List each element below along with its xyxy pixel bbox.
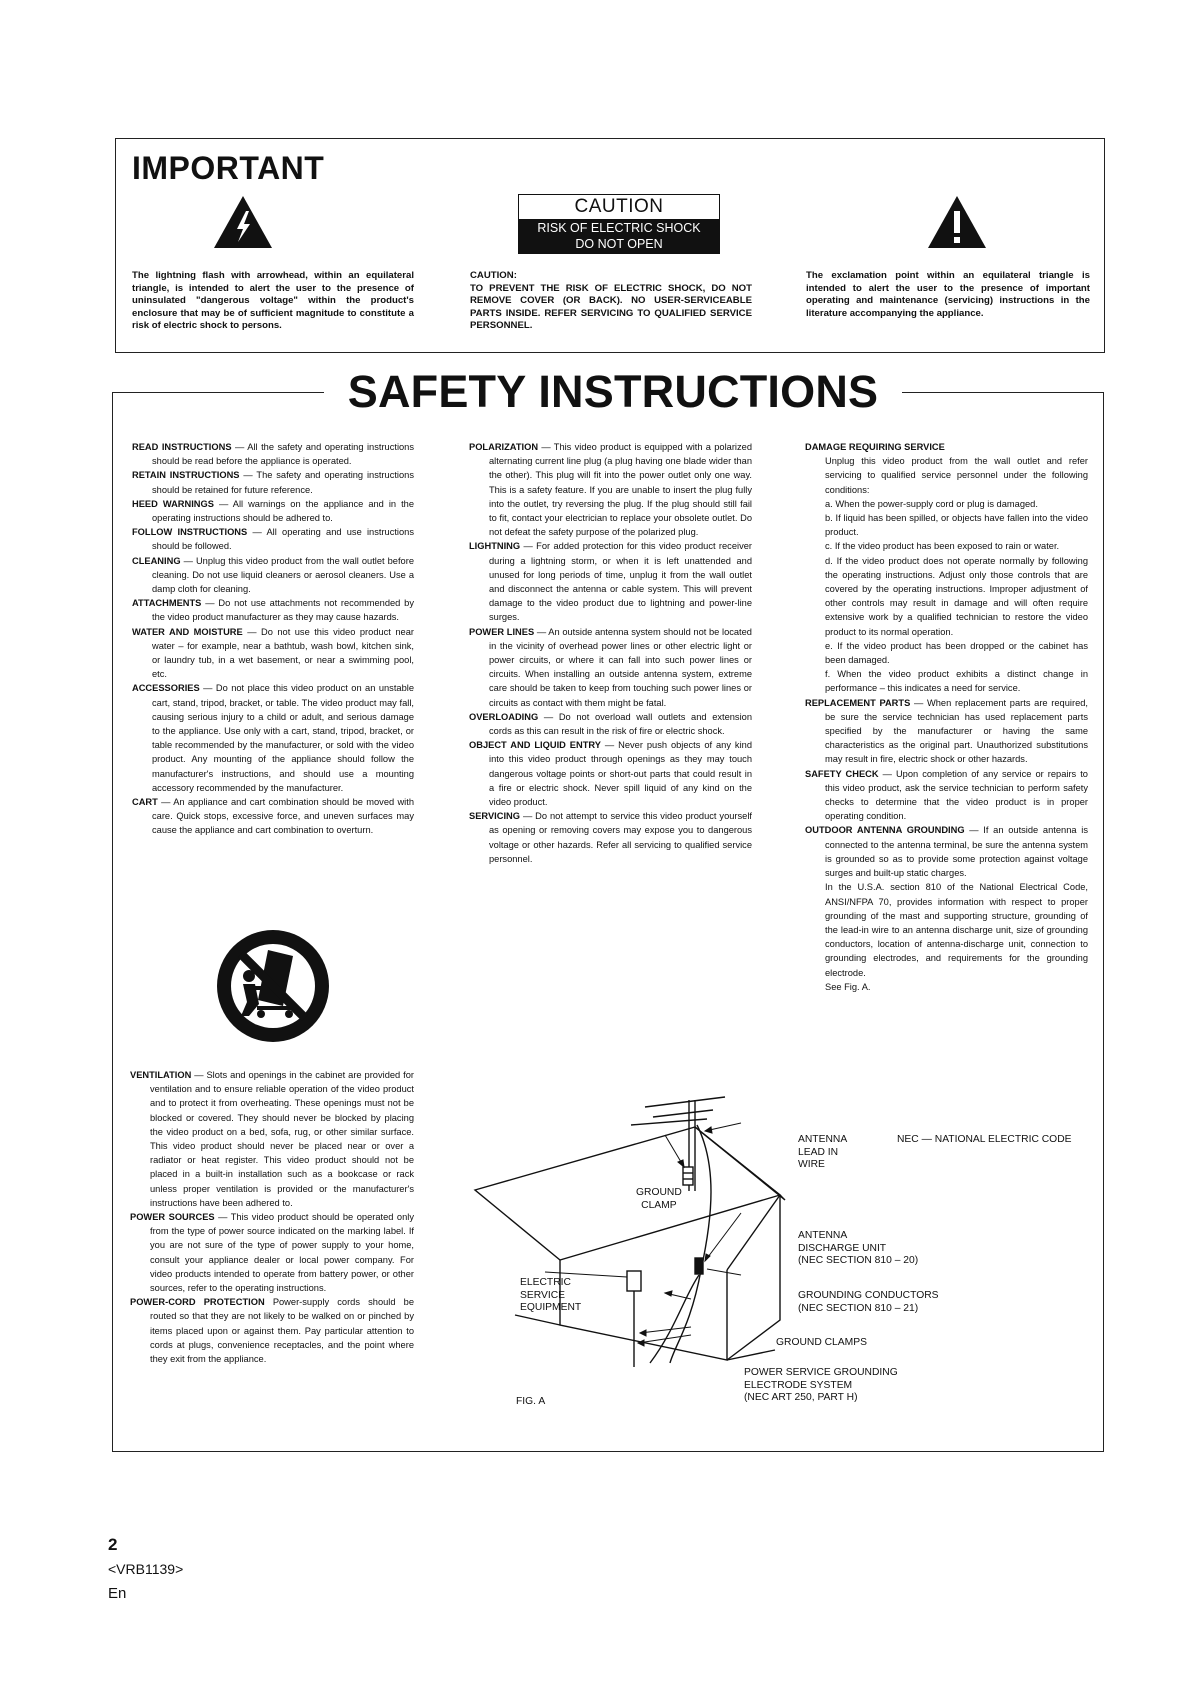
damage-item: c. If the video product has been exposed to rain or water.: [825, 541, 1060, 552]
caution-heading: CAUTION: [574, 196, 664, 217]
label-discharge-unit: ANTENNA DISCHARGE UNIT (NEC SECTION 810 – 20): [798, 1230, 919, 1266]
safety-item-text: — All the safety and operating instructions should be read before the appliance is operated.: [152, 442, 415, 467]
safety-item-heading: ATTACHMENTS: [132, 598, 202, 609]
damage-item: d. If the video product does not operate normally by following the operating instructions. Adjust only those controls that are covered by the operating instructions. Improper adjustment of other controls may result in damage and will often require extensive work by a qualified technician to restore the video product to its normal operation.: [825, 555, 1088, 637]
language-code: En: [108, 1585, 127, 1602]
caution-explanation: [470, 270, 752, 333]
safety-item-text: — Do not attempt to service this video product yourself as opening or removing covers may expose you to dangerous voltage or other hazards. Refer all servicing to qualified service personnel.: [489, 811, 752, 864]
exclamation-explanation: The exclamation point within an equilateral triangle is intended to alert the user to the presence of important operating and maintenance (servicing) instructions in the literature accompanying the appliance.: [806, 270, 1090, 319]
safety-item-heading: VENTILATION: [130, 1070, 192, 1080]
safety-item-text: — All operating and use instructions should be followed.: [152, 527, 414, 552]
label-antenna-lead-in: ANTENNA LEAD IN WIRE: [798, 1134, 848, 1170]
safety-item: [469, 809, 752, 866]
label-ground-clamps: GROUND CLAMPS: [776, 1337, 867, 1348]
safety-item-text: — Do not overload wall outlets and extension cords as this can result in the risk of fire or electric shock.: [489, 711, 752, 737]
safety-item: [132, 625, 414, 682]
safety-item: [132, 497, 414, 525]
safety-column-1-lower: [130, 1068, 414, 1366]
page-number: 2: [108, 1535, 118, 1554]
caution-line-2: DO NOT OPEN: [575, 237, 663, 251]
cart-tipover-warning-icon: [213, 926, 333, 1046]
safety-item-text: — All warnings on the appliance and in the operating instructions should be adhered to.: [152, 498, 414, 524]
safety-item-heading: OBJECT AND LIQUID ENTRY: [469, 740, 601, 751]
label-electric-service: ELECTRIC SERVICE EQUIPMENT: [520, 1277, 582, 1313]
safety-item: [132, 525, 414, 553]
damage-heading: DAMAGE REQUIRING SERVICE: [805, 442, 945, 452]
damage-items: [825, 497, 1088, 696]
safety-item-heading: RETAIN INSTRUCTIONS: [132, 470, 240, 481]
damage-item: e. If the video product has been dropped or the cabinet has been damaged.: [825, 640, 1088, 666]
safety-item-heading: POWER-CORD PROTECTION: [130, 1297, 265, 1308]
safety-item-heading: POWER SOURCES: [130, 1212, 215, 1223]
nec-text: In the U.S.A. section 810 of the National Electrical Code, ANSI/NFPA 70, provides information with respect to proper grounding of the mast and supporting structure, grounding of the lead-in wire to an antenna discharge unit, size of grounding conductors, location of antenna-discharge unit, connection to grounding electrodes, and requirements for the grounding electrode.: [825, 882, 1088, 978]
safety-item: [132, 596, 414, 624]
safety-item-heading: HEED WARNINGS: [132, 498, 214, 509]
safety-item-heading: FOLLOW INSTRUCTIONS: [132, 527, 248, 538]
safety-item-text: — An outside antenna system should not be located in the vicinity of overhead power lines or other electric light or power circuits, or where it can fall into such power lines or circuits. When installing an outside antenna system, extreme care should be taken to keep from touching such power lines or circuits as contact with them might be fatal.: [489, 626, 752, 708]
safety-item: [469, 539, 752, 624]
safety-item-heading: WATER AND MOISTURE: [132, 626, 243, 637]
safety-item-text: — If an outside antenna is connected to the antenna terminal, be sure the antenna system is grounded so as to provide some protection against voltage surges and built-up static charges.: [825, 825, 1088, 879]
safety-item: [469, 710, 752, 738]
safety-item: [132, 440, 414, 468]
lightning-explanation: The lightning flash with arrowhead, within an equilateral triangle, is intended to alert the user to the presence of uninsulated "dangerous voltage" within the product's enclosure that may be of sufficient magnitude to constitute a risk of electric shock to persons.: [132, 270, 414, 331]
safety-item-heading: ACCESSORIES: [132, 683, 200, 694]
safety-item-text: — Do not use attachments not recommended by the video product manufacturer as they may cause hazards.: [152, 598, 414, 623]
safety-item-heading: REPLACEMENT PARTS: [805, 697, 911, 708]
safety-item-heading: CLEANING: [132, 555, 181, 566]
safety-column-1: [132, 440, 414, 838]
exclamation-warning-icon: [926, 194, 988, 250]
nec-legend: NEC — NATIONAL ELECTRIC CODE: [897, 1134, 1072, 1145]
important-title: IMPORTANT: [132, 150, 325, 186]
safety-item-heading: SERVICING: [469, 811, 520, 822]
damage-intro: Unplug this video product from the wall outlet and refer servicing to qualified service personnel under the following conditions:: [825, 456, 1088, 495]
safety-item-text: — Do not place this video product on an unstable cart, stand, tripod, bracket, or table. The video product may fall, causing serious injury to a child or adult, and serious damage to the appliance. Use only with a cart, stand, tripod, bracket, or table recommended by the manufacturer, or sold with the video product. Any mounting of the appliance should follow the manufacturer's instructions, and should use a mounting accessory recommended by the manufacturer.: [152, 683, 414, 793]
safety-item-heading: POWER LINES: [469, 626, 535, 637]
label-power-service: POWER SERVICE GROUNDING ELECTRODE SYSTEM (NEC ART 250, PART H): [744, 1367, 898, 1403]
safety-item-text: — Do not use this video product near water – for example, near a bathtub, wash bowl, kitchen sink, or laundry tub, in a wet basement, or near a swimming pool, etc.: [152, 626, 414, 680]
safety-item-heading: OUTDOOR ANTENNA GROUNDING: [805, 825, 965, 836]
safety-item-text: — An appliance and cart combination should be moved with care. Quick stops, excessive force, and uneven surfaces may cause the appliance and cart combination to overturn.: [152, 797, 414, 836]
caution-text: TO PREVENT THE RISK OF ELECTRIC SHOCK, DO NOT REMOVE COVER (OR BACK). NO USER-SERVICEABLE PARTS INSIDE. REFER SERVICING TO QUALIFIED SERVICE PERSONNEL.: [470, 282, 752, 331]
document-code: <VRB1139>: [108, 1561, 184, 1577]
safety-item-heading: OVERLOADING: [469, 711, 539, 722]
damage-item: f. When the video product exhibits a distinct change in performance – this indicates a need for service.: [825, 669, 1088, 694]
safety-item-text: — The safety and operating instructions should be retained for future reference.: [152, 470, 414, 495]
safety-item: [469, 440, 752, 539]
safety-item-text: Power-supply cords should be routed so that they are not likely to be walked on or pinched by items placed upon or against them. Pay particular attention to cords at plugs, convenience receptacles, and the point where they exit from the appliance.: [150, 1297, 414, 1365]
safety-title: SAFETY INSTRUCTIONS: [347, 366, 879, 417]
safety-item-text: — Slots and openings in the cabinet are provided for ventilation and to ensure reliable operation of the video product and to protect it from overheating. These openings must not be blocked or covered. They should never be blocked by placing the video product on a bed, sofa, rug, or other similar surface. This video product should never be placed near or over a radiator or heat register. This video product should not be placed in a built-in installation such as a bookcase or rack unless proper ventilation is provided or the manufacturer's instructions have been adhered to.: [150, 1070, 414, 1208]
safety-item: [805, 823, 1088, 880]
safety-item-heading: LIGHTNING: [469, 541, 521, 552]
safety-item-text: — This video product is equipped with a polarized alternating current line plug (a plug having one blade wider than the other). This plug will fit into the power outlet only one way. This is a safety feature. If you are unable to insert the plug fully into the outlet, try reversing the plug. If the plug should still fail to fit, contact your electrician to replace your obsolete outlet. Do not defeat the safety purpose of the polarized plug.: [489, 442, 752, 538]
damage-details: [805, 454, 1088, 695]
safety-item: [132, 681, 414, 795]
safety-item: [132, 554, 414, 597]
damage-item: a. When the power-supply cord or plug is damaged.: [825, 498, 1038, 509]
column-3-items: [805, 696, 1088, 881]
figure-label: FIG. A: [516, 1396, 546, 1407]
safety-item-heading: READ INSTRUCTIONS: [132, 442, 232, 452]
caution-band: [519, 219, 719, 253]
safety-item: [132, 795, 414, 838]
caution-label: CAUTION:: [470, 270, 517, 281]
caution-line-1: RISK OF ELECTRIC SHOCK: [537, 221, 701, 235]
safety-item: [469, 738, 752, 809]
label-ground-clamp: GROUND CLAMP: [636, 1187, 682, 1211]
safety-column-3: [805, 440, 1088, 994]
safety-item-text: — Unplug this video product from the wall outlet before cleaning. Do not use liquid cleaners or aerosol cleaners. Use a damp cloth for cleaning.: [152, 555, 414, 595]
safety-item-heading: SAFETY CHECK: [805, 768, 879, 779]
safety-item: [805, 767, 1088, 824]
nec-details: [805, 880, 1088, 994]
safety-item: [805, 696, 1088, 767]
safety-item-heading: POLARIZATION: [469, 442, 539, 452]
safety-item: [130, 1068, 414, 1210]
lightning-warning-icon: [212, 194, 274, 250]
safety-item: [130, 1210, 414, 1295]
safety-item-text: — This video product should be operated only from the type of power source indicated on the marking label. If you are not sure of the type of power supply to your home, consult your appliance dealer or local power company. For video products intended to operate from battery power, or other sources, refer to the operating instructions.: [150, 1212, 414, 1294]
safety-item: [130, 1295, 414, 1366]
safety-item: [132, 468, 414, 496]
safety-column-2: [469, 440, 752, 866]
title-rule-left: [112, 392, 324, 393]
safety-item: [469, 625, 752, 710]
title-rule-right: [902, 392, 1104, 393]
safety-item-text: — When replacement parts are required, be sure the service technician has used replacement parts specified by the manufacturer or having the same characteristics as the original part. Unauthorized substitutions may result in fire, electric shock or other hazards.: [825, 697, 1088, 765]
see-fig: See Fig. A.: [825, 981, 871, 992]
label-grounding-conductors: GROUNDING CONDUCTORS (NEC SECTION 810 – 21): [798, 1290, 939, 1314]
safety-item-text: — For added protection for this video product receiver during a lightning storm, or when it is left unattended and unused for long periods of time, unplug it from the wall outlet and disconnect the antenna or cable system. This will prevent damage to the video product due to lightning and power-line surges.: [489, 541, 752, 623]
damage-item: b. If liquid has been spilled, or objects have fallen into the video product.: [825, 513, 1088, 538]
safety-item-heading: CART: [132, 797, 158, 808]
safety-item-text: — Never push objects of any kind into this video product through openings as they may touch dangerous voltage points or short-out parts that could result in a fire or electric shock. Never spill liquid of any kind on the video product.: [489, 740, 752, 808]
safety-item-text: — Upon completion of any service or repairs to this video product, ask the service technician to perform safety checks to determine that the video product is in proper operating condition.: [825, 768, 1088, 822]
